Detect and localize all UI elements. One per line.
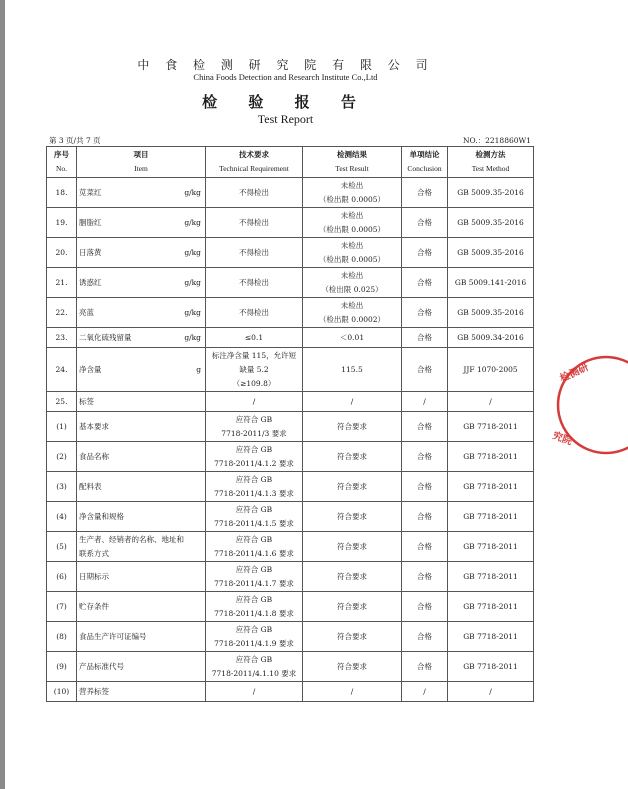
cell-item: 胭脂红 g/kg [77, 208, 206, 238]
cell-requirement: 标注净含量 115，允许短 缺量 5.2 （≥109.8） [206, 348, 303, 392]
cell-method: GB 5009.35-2016 [448, 298, 534, 328]
cell-item: 净含量和规格 [77, 502, 206, 532]
institute-name-cn: 中 食 检 测 研 究 院 有 限 公 司 [137, 58, 434, 72]
table-row [47, 348, 534, 392]
table-header-row [47, 147, 534, 178]
cell-method: GB 5009.35-2016 [448, 178, 534, 208]
cell-result: 115.5 [303, 348, 402, 392]
cell-result: 符合要求 [303, 502, 402, 532]
cell-result: / [303, 682, 402, 702]
cell-no: (7) [47, 592, 77, 622]
col-header-result: 检测结果 Test Result [303, 147, 402, 178]
cell-method: GB 7718-2011 [448, 622, 534, 652]
cell-item: 诱惑红 g/kg [77, 268, 206, 298]
cell-conclusion: 合格 [402, 348, 448, 392]
cell-no: (1) [47, 412, 77, 442]
cell-no: 24. [47, 348, 77, 392]
cell-no: 23. [47, 328, 77, 348]
cell-no: (9) [47, 652, 77, 682]
cell-requirement: 不得检出 [206, 298, 303, 328]
cell-conclusion: 合格 [402, 298, 448, 328]
report-title-en: Test Report [257, 112, 314, 126]
cell-item: 日期标示 [77, 562, 206, 592]
table-row [47, 502, 534, 532]
table-row [47, 328, 534, 348]
cell-conclusion: / [402, 392, 448, 412]
cell-conclusion: 合格 [402, 652, 448, 682]
cell-conclusion: 合格 [402, 472, 448, 502]
institute-name-en: China Foods Detection and Research Institute Co.,Ltd [193, 72, 378, 82]
table-row [47, 298, 534, 328]
cell-item: 生产者、经销者的名称、地址和 联系方式 [77, 532, 206, 562]
cell-item: 净含量 g [77, 348, 206, 392]
cell-no: 25. [47, 392, 77, 412]
cell-method: GB 5009.35-2016 [448, 208, 534, 238]
cell-requirement: 应符合 GB 7718-2011/4.1.8 要求 [206, 592, 303, 622]
cell-requirement: 应符合 GB 7718-2011/4.1.7 要求 [206, 562, 303, 592]
cell-conclusion: 合格 [402, 622, 448, 652]
page-number: 第 3 页/共 7 页 [49, 136, 101, 145]
cell-item: 日落黄 g/kg [77, 238, 206, 268]
cell-requirement: ≤0.1 [206, 328, 303, 348]
cell-conclusion: / [402, 682, 448, 702]
cell-no: 19. [47, 208, 77, 238]
cell-method: JJF 1070-2005 [448, 348, 534, 392]
cell-method: GB 7718-2011 [448, 652, 534, 682]
table-row [47, 532, 534, 562]
col-header-conclusion: 单项结论 Conclusion [402, 147, 448, 178]
official-seal-stamp [548, 350, 628, 460]
cell-method: GB 7718-2011 [448, 592, 534, 622]
cell-conclusion: 合格 [402, 562, 448, 592]
cell-method: GB 5009.35-2016 [448, 238, 534, 268]
cell-no: 18. [47, 178, 77, 208]
cell-requirement: 应符合 GB 7718-2011/4.1.6 要求 [206, 532, 303, 562]
cell-item: 配料表 [77, 472, 206, 502]
cell-requirement: 应符合 GB 7718-2011/4.1.3 要求 [206, 472, 303, 502]
cell-no: (6) [47, 562, 77, 592]
cell-conclusion: 合格 [402, 268, 448, 298]
cell-method: GB 5009.141-2016 [448, 268, 534, 298]
cell-item: 贮存条件 [77, 592, 206, 622]
cell-item: 二氧化硫残留量 g/kg [77, 328, 206, 348]
results-table [46, 146, 534, 702]
cell-method: / [448, 392, 534, 412]
cell-result: / [303, 392, 402, 412]
cell-requirement: 应符合 GB 7718-2011/3 要求 [206, 412, 303, 442]
table-row [47, 268, 534, 298]
cell-requirement: / [206, 392, 303, 412]
cell-item: 食品生产许可证编号 [77, 622, 206, 652]
cell-no: (2) [47, 442, 77, 472]
cell-method: / [448, 682, 534, 702]
cell-no: (4) [47, 502, 77, 532]
table-row [47, 562, 534, 592]
cell-no: 20. [47, 238, 77, 268]
cell-result: 符合要求 [303, 472, 402, 502]
table-row [47, 592, 534, 622]
cell-result: 符合要求 [303, 532, 402, 562]
cell-item: 产品标准代号 [77, 652, 206, 682]
cell-no: (5) [47, 532, 77, 562]
cell-method: GB 7718-2011 [448, 412, 534, 442]
cell-item: 苋菜红 g/kg [77, 178, 206, 208]
cell-result: 符合要求 [303, 652, 402, 682]
cell-requirement: 不得检出 [206, 208, 303, 238]
cell-result: 符合要求 [303, 442, 402, 472]
cell-method: GB 7718-2011 [448, 532, 534, 562]
col-header-item: 项目 Item [77, 147, 206, 178]
cell-conclusion: 合格 [402, 178, 448, 208]
seal-text-bottom: 究院 [550, 430, 574, 448]
table-row [47, 178, 534, 208]
cell-requirement: 应符合 GB 7718-2011/4.1.10 要求 [206, 652, 303, 682]
cell-requirement: 应符合 GB 7718-2011/4.1.9 要求 [206, 622, 303, 652]
cell-item: 营养标签 [77, 682, 206, 702]
cell-conclusion: 合格 [402, 328, 448, 348]
cell-method: GB 7718-2011 [448, 562, 534, 592]
col-header-requirement: 技术要求 Technical Requirement [206, 147, 303, 178]
cell-conclusion: 合格 [402, 238, 448, 268]
cell-item: 基本要求 [77, 412, 206, 442]
cell-method: GB 7718-2011 [448, 502, 534, 532]
table-row [47, 682, 534, 702]
cell-item: 标签 [77, 392, 206, 412]
cell-requirement: 不得检出 [206, 268, 303, 298]
cell-result: ＜0.01 [303, 328, 402, 348]
table-row [47, 238, 534, 268]
cell-result: 符合要求 [303, 412, 402, 442]
cell-result: 符合要求 [303, 562, 402, 592]
report-title-cn: 检 验 报 告 [202, 93, 369, 111]
cell-method: GB 7718-2011 [448, 442, 534, 472]
cell-result: 符合要求 [303, 622, 402, 652]
col-header-no: 序号 No. [47, 147, 77, 178]
cell-method: GB 7718-2011 [448, 472, 534, 502]
cell-item: 亮蓝 g/kg [77, 298, 206, 328]
cell-no: (3) [47, 472, 77, 502]
table-row [47, 412, 534, 442]
cell-conclusion: 合格 [402, 442, 448, 472]
cell-requirement: / [206, 682, 303, 702]
cell-no: (10) [47, 682, 77, 702]
cell-requirement: 不得检出 [206, 238, 303, 268]
cell-conclusion: 合格 [402, 502, 448, 532]
cell-result: 未检出 （检出限 0.0005） [303, 208, 402, 238]
cell-requirement: 应符合 GB 7718-2011/4.1.2 要求 [206, 442, 303, 472]
cell-no: 22. [47, 298, 77, 328]
seal-text-top: 检测研 [558, 362, 591, 385]
cell-result: 未检出 （检出限 0.0002） [303, 298, 402, 328]
table-row [47, 392, 534, 412]
report-number: NO.：2218860W1 [462, 136, 531, 145]
cell-conclusion: 合格 [402, 412, 448, 442]
cell-result: 未检出 （检出限 0.0005） [303, 238, 402, 268]
table-row [47, 442, 534, 472]
cell-conclusion: 合格 [402, 592, 448, 622]
cell-no: 21. [47, 268, 77, 298]
cell-result: 符合要求 [303, 592, 402, 622]
cell-item: 食品名称 [77, 442, 206, 472]
cell-conclusion: 合格 [402, 532, 448, 562]
table-row [47, 652, 534, 682]
cell-conclusion: 合格 [402, 208, 448, 238]
table-row [47, 208, 534, 238]
table-row [47, 622, 534, 652]
table-row [47, 472, 534, 502]
cell-result: 未检出 （检出限 0.025） [303, 268, 402, 298]
cell-result: 未检出 （检出限 0.0005） [303, 178, 402, 208]
cell-requirement: 不得检出 [206, 178, 303, 208]
col-header-method: 检测方法 Test Method [448, 147, 534, 178]
cell-method: GB 5009.34-2016 [448, 328, 534, 348]
cell-no: (8) [47, 622, 77, 652]
cell-requirement: 应符合 GB 7718-2011/4.1.5 要求 [206, 502, 303, 532]
